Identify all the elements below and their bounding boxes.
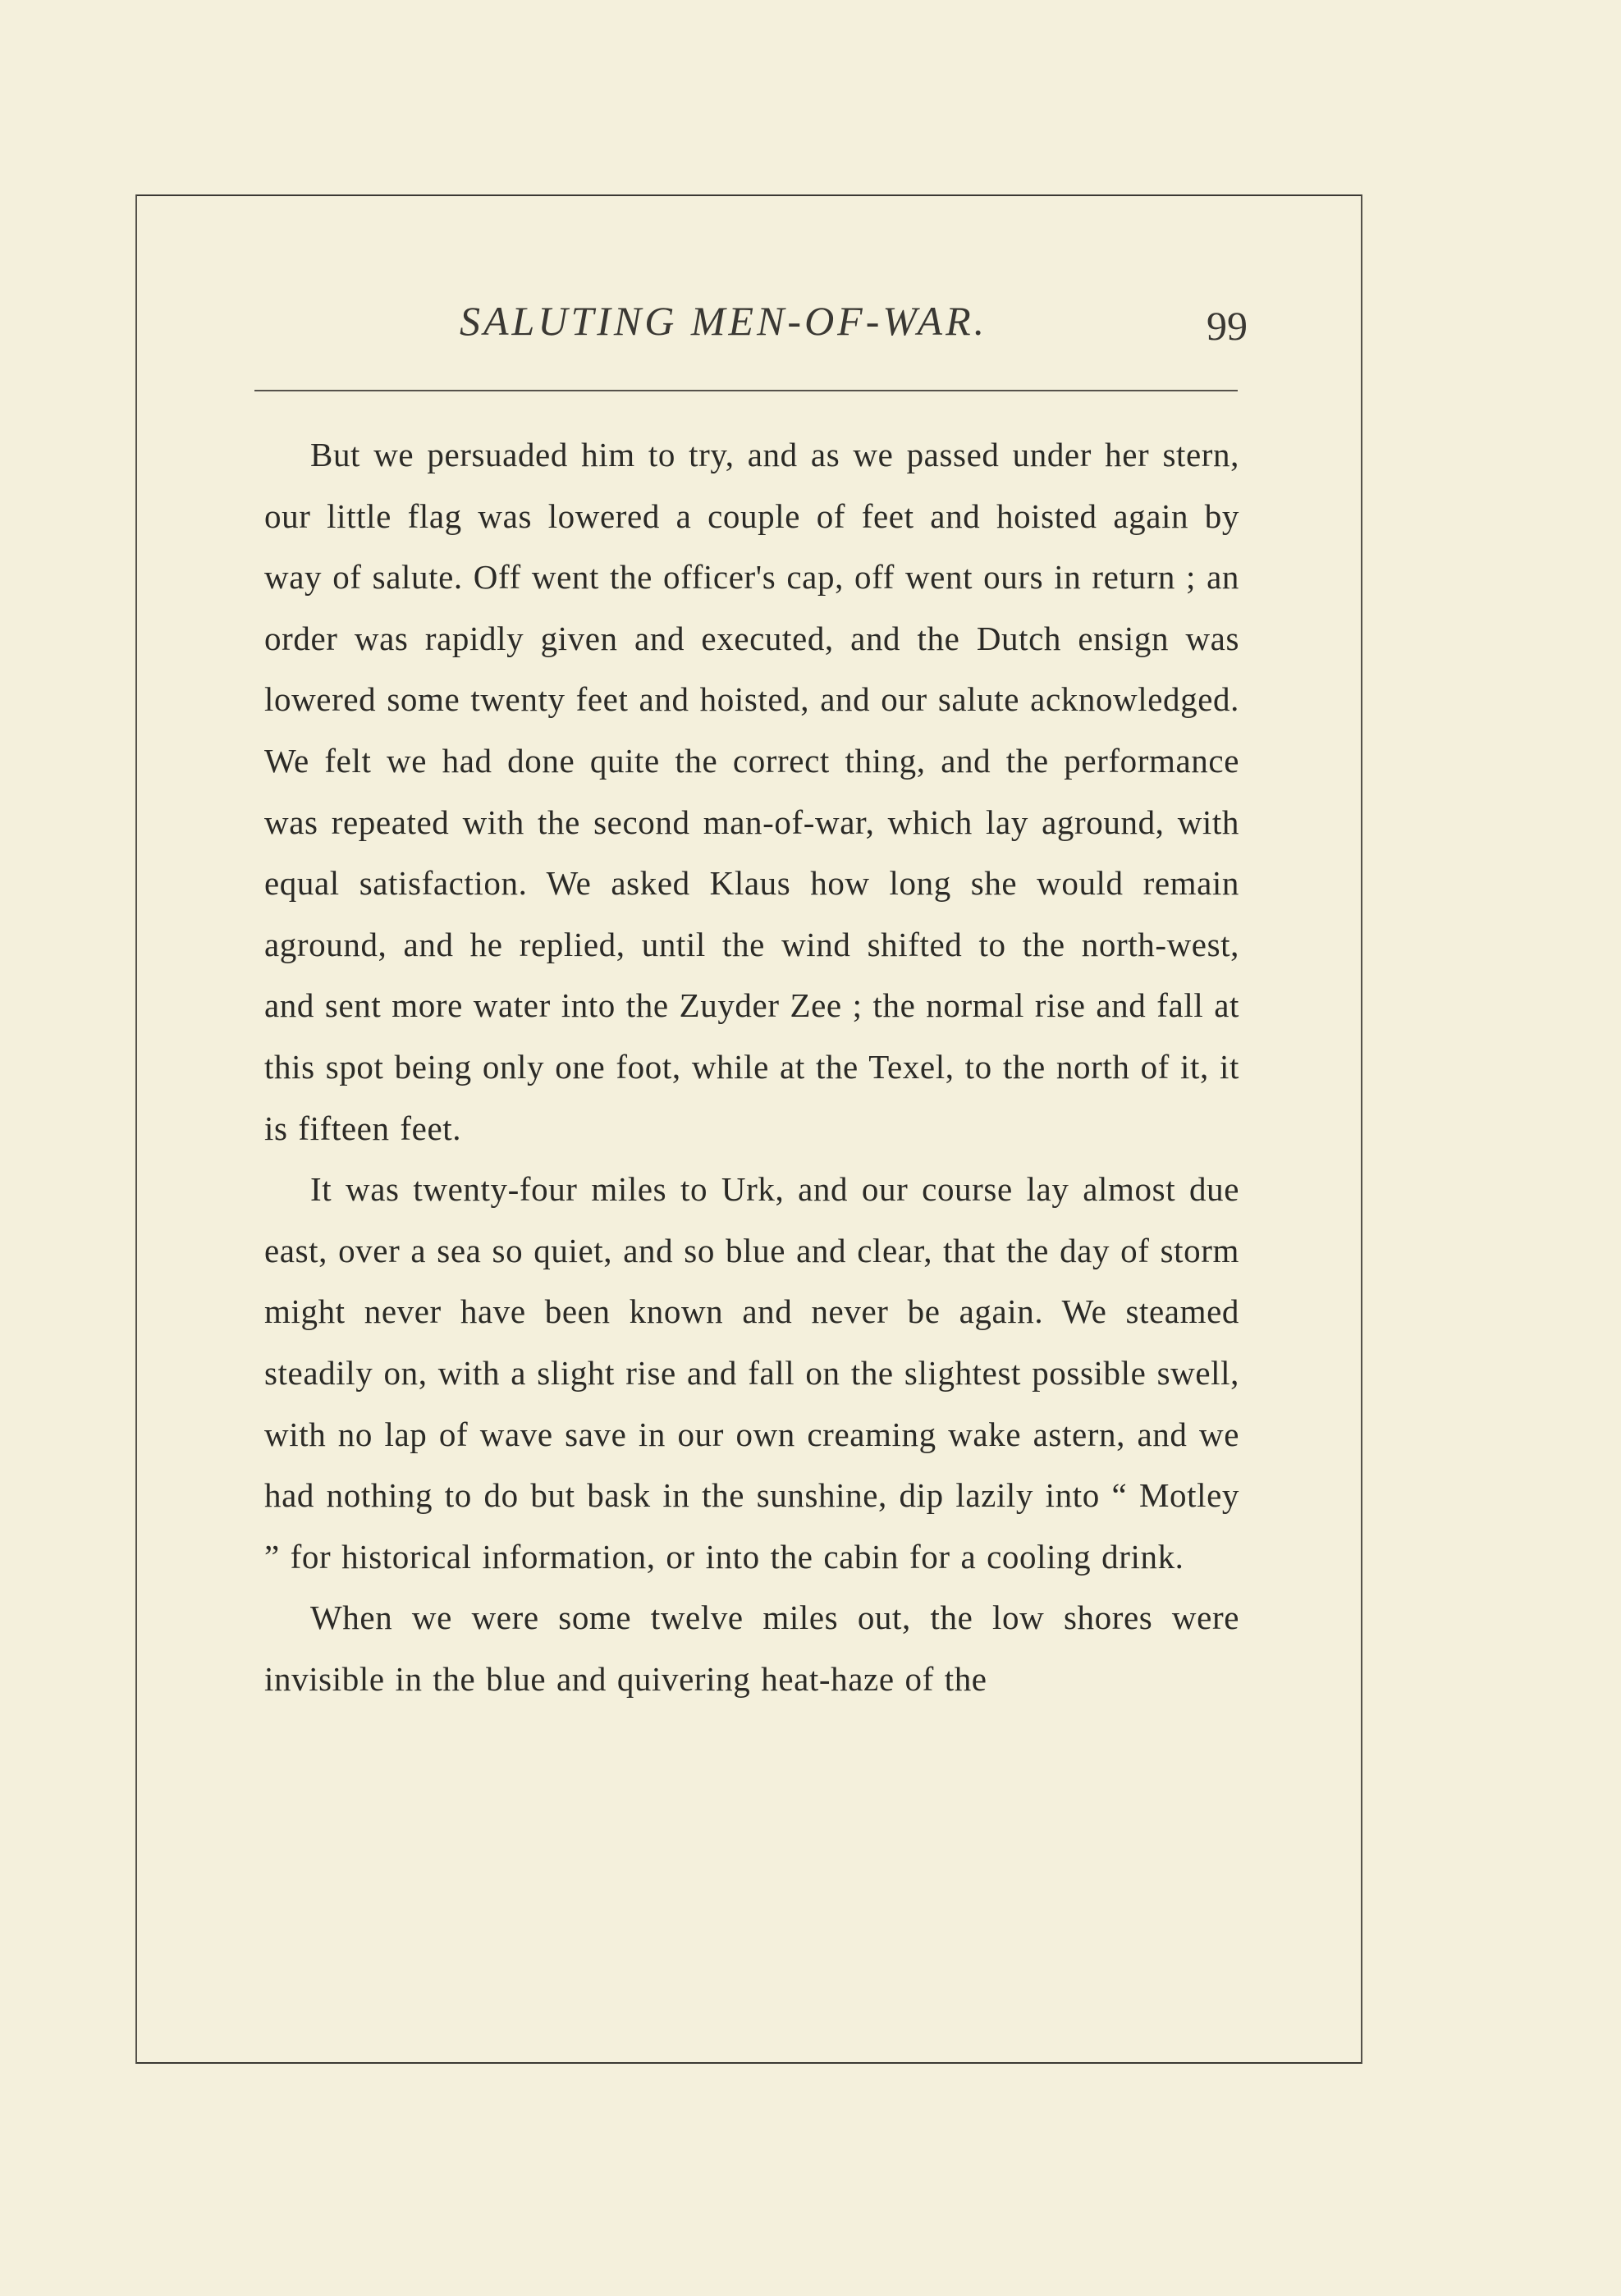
paragraph: It was twenty-four miles to Urk, and our course lay almost due east, over a sea so quiet, and so blue and clear, that the day of storm might never have been known and never be again. We steamed steadily on, with a slight rise and fall on the slightest possible swell, with no lap of wave save in our own creaming wake astern, and we had nothing to do but bask in the sunshine, dip lazily into “ Motley ” for historical information, or into the cabin for a cooling drink. (264, 1170, 1239, 1576)
running-head (254, 297, 1248, 354)
running-title: SALUTING MEN-OF-WAR. (460, 298, 988, 344)
page-number: 99 (1207, 303, 1248, 349)
paragraph: When we were some twelve miles out, the low shores were invisible in the blue and quivering heat-haze of the (264, 1599, 1239, 1698)
body-text (264, 424, 1239, 1709)
header-rule (254, 390, 1238, 391)
paragraph: But we persuaded him to try, and as we passed under her stern, our little flag was lowered a couple of feet and hoisted again by way of salute. Off went the officer's cap, off went ours in return ; an order was rapidly given and executed, and the Dutch ensign was lowered some twenty feet and hoisted, and our salute acknowledged. We felt we had done quite the correct thing, and the performance was repeated with the second man-of-war, which lay aground, with equal satisfaction. We asked Klaus how long she would remain aground, and he replied, until the wind shifted to the north-west, and sent more water into the Zuyder Zee ; the normal rise and fall at this spot being only one foot, while at the Texel, to the north of it, it is fifteen feet. (264, 436, 1239, 1147)
